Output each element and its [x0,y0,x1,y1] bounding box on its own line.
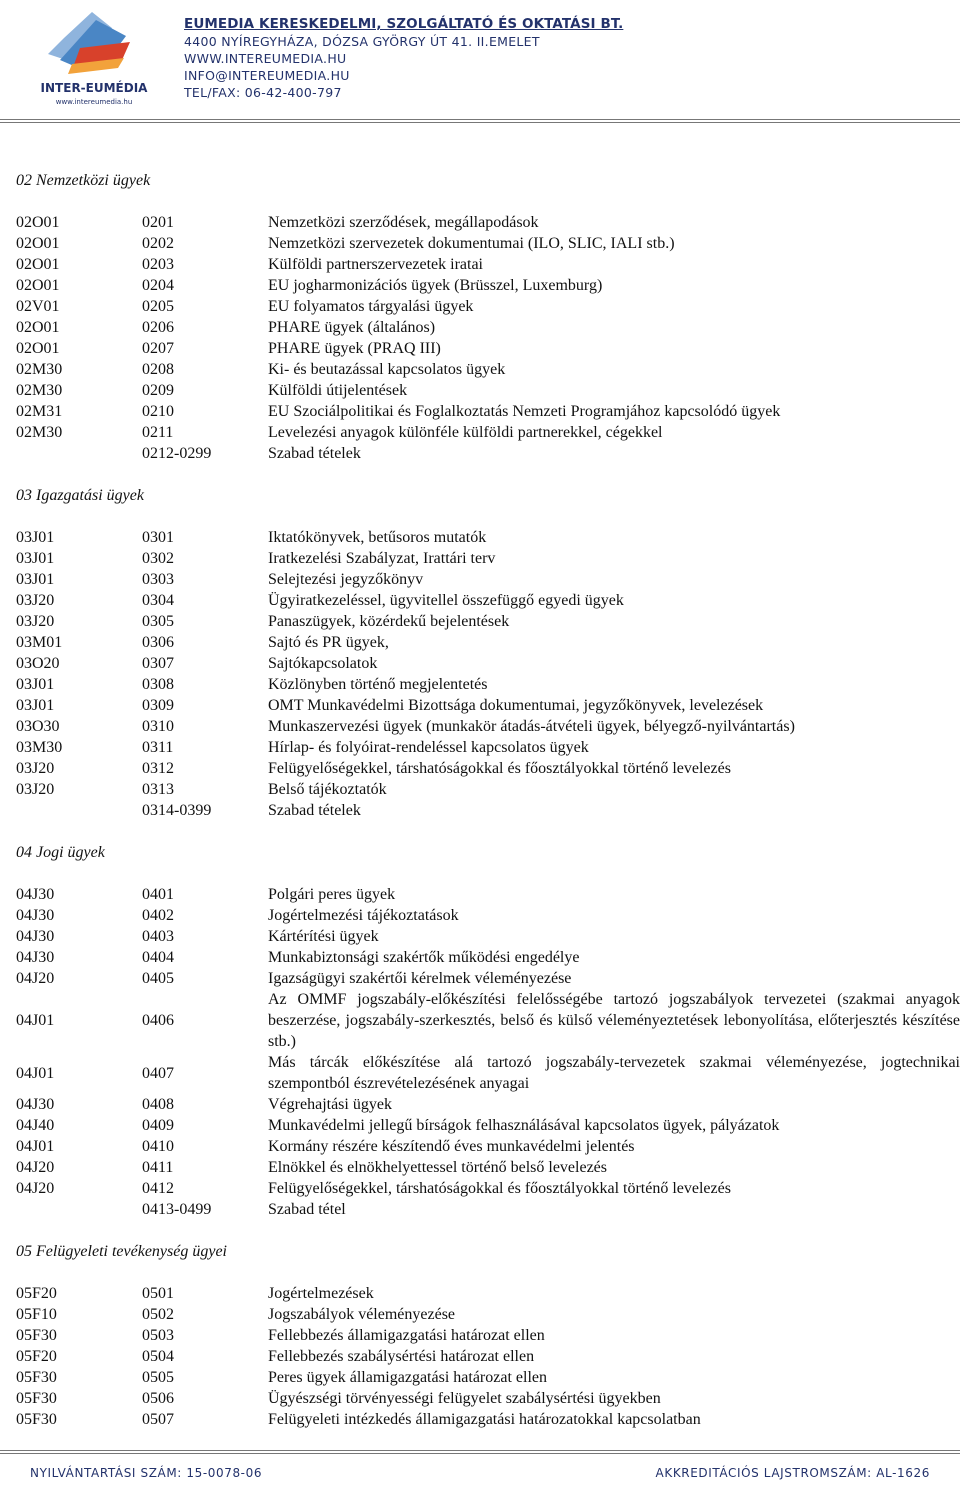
item-description: PHARE ügyek (általános) [268,319,436,336]
unit-code: 04J30 [16,886,55,903]
table-row [16,338,960,359]
item-number: 0205 [142,298,174,315]
table-row [16,1199,960,1220]
item-number: 0406 [142,1012,174,1029]
unit-code: 03J01 [16,676,55,693]
item-description: Közlönyben történő megjelentetés [268,676,488,693]
item-number: 0405 [142,970,174,987]
table-row [16,695,960,716]
item-number: 0311 [142,739,174,756]
item-description: Polgári peres ügyek [268,886,396,903]
item-description: OMT Munkavédelmi Bizottsága dokumentumai, jegyzőkönyvek, levelezések [268,697,764,714]
item-description: Igazságügyi szakértői kérelmek véleményezése [268,970,572,987]
item-description: Munkaszervezési ügyek (munkakör átadás-átvételi ügyek, bélyegző-nyilvántartás) [268,718,795,735]
item-description: Selejtezési jegyzőkönyv [268,571,424,588]
table-row [16,569,960,590]
item-description: Nemzetközi szerződések, megállapodások [268,214,539,231]
unit-code: 02M30 [16,361,63,378]
unit-code: 05F30 [16,1390,57,1407]
table-row [16,653,960,674]
unit-code: 04J01 [16,1012,55,1029]
table-row [16,317,960,338]
item-number: 0506 [142,1390,174,1407]
unit-code: 03J01 [16,550,55,567]
item-description: Panaszügyek, közérdekű bejelentések [268,613,510,630]
company-email: INFO@INTEREUMEDIA.HU [184,68,350,83]
item-number: 0204 [142,277,174,294]
item-description: Belső tájékoztatók [268,781,387,798]
table-row [16,443,960,464]
table-row [16,1346,960,1367]
company-info [184,16,623,101]
table-row [16,1388,960,1409]
accreditation-number: AKKREDITÁCIÓS LAJSTROMSZÁM: AL-1626 [655,1466,930,1480]
unit-code: 02O01 [16,214,60,231]
section-title: 04 Jogi ügyek [16,844,105,861]
unit-code: 04J30 [16,907,55,924]
item-description: Más tárcák előkészítése alá tartozó jogszabály-tervezetek szakmai véleményezése, jogtechnikai szempontból észrevételezésének anyagai [268,1054,960,1092]
unit-code: 02O01 [16,235,60,252]
unit-code: 04J20 [16,970,55,987]
table-row [16,1157,960,1178]
unit-code: 02O01 [16,277,60,294]
item-number: 0312 [142,760,174,777]
item-description: Ügyiratkezeléssel, ügyvitellel összefüggő egyedi ügyek [268,592,624,609]
unit-code: 03J01 [16,697,55,714]
unit-code: 05F10 [16,1306,57,1323]
unit-code: 04J01 [16,1138,55,1155]
item-number: 0307 [142,655,174,672]
table-row [16,632,960,653]
item-number: 0402 [142,907,174,924]
company-name: EUMEDIA KERESKEDELMI, SZOLGÁLTATÓ ÉS OKTATÁSI BT. [184,16,624,32]
item-number: 0306 [142,634,174,651]
table-row [16,1367,960,1388]
unit-code: 03O20 [16,655,60,672]
registration-number: NYILVÁNTARTÁSI SZÁM: 15-0078-06 [30,1466,263,1480]
table-row [16,611,960,632]
item-description: EU Szociálpolitikai és Foglalkoztatás Nemzeti Programjához kapcsolódó ügyek [268,403,781,420]
table-row [16,800,960,821]
unit-code: 05F30 [16,1369,57,1386]
table-row [16,380,960,401]
item-description: PHARE ügyek (PRAQ III) [268,340,441,357]
unit-code: 04J30 [16,949,55,966]
item-description: Jogértelmezések [268,1285,374,1302]
unit-code: 02V01 [16,298,60,315]
item-number: 0211 [142,424,174,441]
unit-code: 05F20 [16,1285,57,1302]
table-row [16,758,960,779]
item-number: 0404 [142,949,174,966]
unit-code [16,1199,142,1220]
unit-code [16,800,142,821]
unit-code: 04J40 [16,1117,55,1134]
company-website: WWW.INTEREUMEDIA.HU [184,51,347,66]
table-row [16,989,960,1052]
table-row [16,674,960,695]
table-row [16,1094,960,1115]
item-description: EU jogharmonizációs ügyek (Brüsszel, Luxemburg) [268,277,603,294]
item-number: 0301 [142,529,174,546]
table-row [16,1052,960,1094]
table-row [16,1178,960,1199]
table-row [16,926,960,947]
item-description: Iratkezelési Szabályzat, Irattári terv [268,550,496,567]
table-row [16,254,960,275]
item-number: 0502 [142,1306,174,1323]
unit-code: 05F30 [16,1327,57,1344]
letterhead [0,0,960,115]
table-row [16,1283,960,1304]
item-number: 0507 [142,1411,174,1428]
item-number: 0401 [142,886,174,903]
item-number: 0413-0499 [142,1201,212,1218]
item-description: Hírlap- és folyóirat-rendeléssel kapcsolatos ügyek [268,739,589,756]
item-number: 0313 [142,781,174,798]
item-number: 0309 [142,697,174,714]
table-row [16,737,960,758]
section-title: 03 Igazgatási ügyek [16,487,144,504]
item-description: Jogértelmezési tájékoztatások [268,907,459,924]
item-description: Felügyeleti intézkedés államigazgatási határozatokkal kapcsolatban [268,1411,701,1428]
item-description: Külföldi partnerszervezetek iratai [268,256,483,273]
company-logo [34,8,154,108]
table-row [16,527,960,548]
unit-code: 03J20 [16,760,55,777]
table-row [16,275,960,296]
item-number: 0410 [142,1138,174,1155]
table-row [16,947,960,968]
unit-code: 02O01 [16,340,60,357]
table-row [16,968,960,989]
item-description: Fellebbezés szabálysértési határozat ellen [268,1348,535,1365]
table-row [16,401,960,422]
table-row [16,779,960,800]
item-number: 0209 [142,382,174,399]
unit-code: 04J30 [16,1096,55,1113]
item-number: 0408 [142,1096,174,1113]
unit-code: 04J20 [16,1159,55,1176]
item-description: Munkavédelmi jellegű bírságok felhasználásával kapcsolatos ügyek, pályázatok [268,1117,780,1134]
item-number: 0411 [142,1159,174,1176]
unit-code: 05F20 [16,1348,57,1365]
item-number: 0210 [142,403,174,420]
item-description: Sajtó és PR ügyek, [268,634,389,651]
table-row [16,905,960,926]
table-row [16,359,960,380]
item-description: Jogszabályok véleményezése [268,1306,456,1323]
item-description: Levelezési anyagok különféle külföldi partnerekkel, cégekkel [268,424,663,441]
item-description: Szabad tételek [268,802,361,819]
section-title: 05 Felügyeleti tevékenység ügyei [16,1243,227,1260]
table-row [16,1136,960,1157]
unit-code: 02O01 [16,319,60,336]
item-description: Peres ügyek államigazgatási határozat ellen [268,1369,547,1386]
unit-code: 04J30 [16,928,55,945]
item-description: Kártérítési ügyek [268,928,379,945]
table-row [16,422,960,443]
unit-code: 04J01 [16,1064,55,1082]
item-description: Kormány részére készítendő éves munkavédelmi jelentés [268,1138,635,1155]
table-row [16,1325,960,1346]
unit-code: 03M30 [16,739,63,756]
unit-code: 02M31 [16,403,63,420]
header-divider [0,119,960,123]
item-description: Iktatókönyvek, betűsoros mutatók [268,529,487,546]
item-description: EU folyamatos tárgyalási ügyek [268,298,474,315]
unit-code: 03O30 [16,718,60,735]
unit-code: 05F30 [16,1411,57,1428]
item-number: 0208 [142,361,174,378]
item-number: 0503 [142,1327,174,1344]
unit-code: 03J20 [16,781,55,798]
item-number: 0303 [142,571,174,588]
table-row [16,1115,960,1136]
item-number: 0407 [142,1064,174,1082]
item-number: 0207 [142,340,174,357]
logo-subtext: www.intereumedia.hu [55,98,133,106]
item-description: Fellebbezés államigazgatási határozat ellen [268,1327,545,1344]
item-number: 0305 [142,613,174,630]
item-number: 0203 [142,256,174,273]
item-description: Felügyelőségekkel, társhatóságokkal és főosztályokkal történő levelezés [268,1180,731,1197]
table-row [16,548,960,569]
item-number: 0201 [142,214,174,231]
unit-code: 02M30 [16,424,63,441]
table-row [16,884,960,905]
item-number: 0202 [142,235,174,252]
item-description: Munkabiztonsági szakértők működési engedélye [268,949,580,966]
unit-code: 03J01 [16,529,55,546]
table-row [16,716,960,737]
unit-code: 02M30 [16,382,63,399]
logo-mark-icon [48,12,130,74]
table-row [16,212,960,233]
item-number: 0310 [142,718,174,735]
item-description: Ki- és beutazással kapcsolatos ügyek [268,361,506,378]
logo-text: INTER-EUMÉDIA [40,81,148,95]
item-number: 0212-0299 [142,445,212,462]
item-number: 0314-0399 [142,802,212,819]
item-description: Szabad tétel [268,1201,346,1218]
item-description: Végrehajtási ügyek [268,1096,392,1113]
table-row [16,233,960,254]
company-phone: TEL/FAX: 06-42-400-797 [184,85,342,100]
item-number: 0412 [142,1180,174,1197]
item-description: Az OMMF jogszabály-előkészítési felelősségébe tartozó jogszabályok tervezetei (szakmai anyagok beszerzése, jogszabály-szerkesztés, belső és külső véleményeztetések lebonyolítása, előterjesztés készítése stb.) [268,991,960,1050]
table-row [16,1304,960,1325]
unit-code [16,443,142,464]
unit-code: 03J20 [16,592,55,609]
item-description: Szabad tételek [268,445,361,462]
unit-code: 03M01 [16,634,63,651]
unit-code: 04J20 [16,1180,55,1197]
item-number: 0501 [142,1285,174,1302]
table-row [16,1409,960,1430]
company-address: 4400 NYÍREGYHÁZA, DÓZSA GYÖRGY ÚT 41. II.EMELET [184,34,540,49]
unit-code: 02O01 [16,256,60,273]
section-title: 02 Nemzetközi ügyek [16,172,151,189]
item-number: 0504 [142,1348,174,1365]
item-description: Elnökkel és elnökhelyettessel történő belső levelezés [268,1159,607,1176]
item-number: 0409 [142,1117,174,1134]
item-number: 0403 [142,928,174,945]
item-description: Felügyelőségekkel, társhatóságokkal és főosztályokkal történő levelezés [268,760,731,777]
item-description: Ügyészségi törvényességi felügyelet szabálysértési ügyekben [268,1390,661,1407]
item-description: Nemzetközi szervezetek dokumentumai (ILO, SLIC, IALI stb.) [268,235,675,252]
item-description: Külföldi útijelentések [268,382,408,399]
unit-code: 03J01 [16,571,55,588]
footer-divider [0,1450,960,1454]
item-number: 0304 [142,592,174,609]
table-row [16,296,960,317]
item-description: Sajtókapcsolatok [268,655,378,672]
item-number: 0505 [142,1369,174,1386]
document-body [16,170,960,1430]
item-number: 0206 [142,319,174,336]
item-number: 0302 [142,550,174,567]
unit-code: 03J20 [16,613,55,630]
table-row [16,590,960,611]
item-number: 0308 [142,676,174,693]
